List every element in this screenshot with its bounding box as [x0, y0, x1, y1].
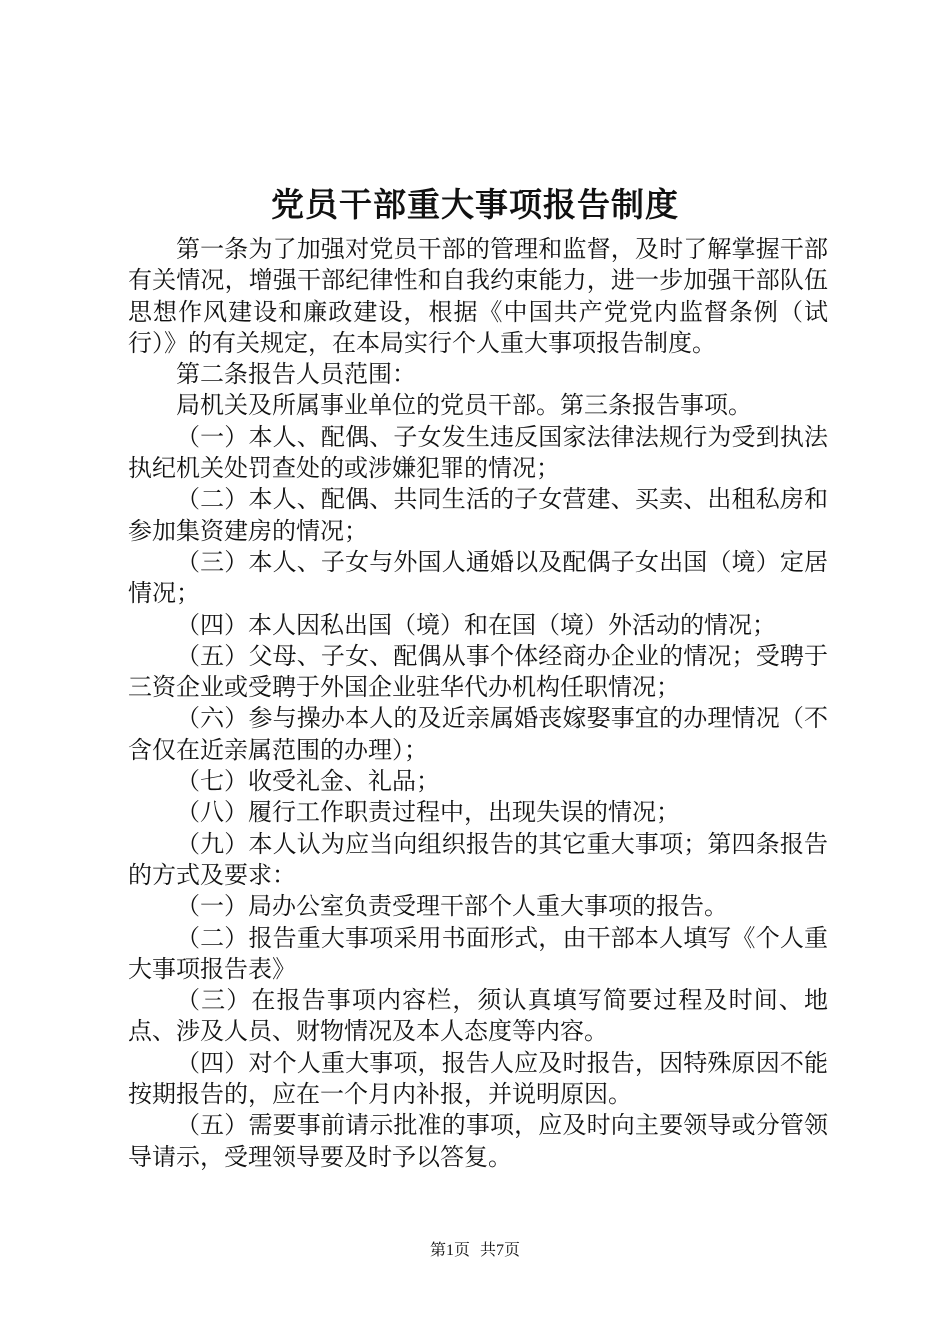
paragraph: 第一条为了加强对党员干部的管理和监督，及时了解掌握干部有关情况，增强干部纪律性和自我约束能力，进一步加强干部队伍思想作风建设和廉政建设，根据《中国共产党党内监督条例（试行）》的有关规定，在本局实行个人重大事项报告制度。 — [128, 235, 828, 357]
paragraph: （四）对个人重大事项，报告人应及时报告，因特殊原因不能按期报告的，应在一个月内补报，并说明原因。 — [128, 1048, 828, 1109]
paragraph: （一）本人、配偶、子女发生违反国家法律法规行为受到执法执纪机关处罚查处的或涉嫌犯罪的情况； — [128, 422, 828, 483]
page-total: 共7页 — [480, 1242, 521, 1259]
paragraph: （一）局办公室负责受理干部个人重大事项的报告。 — [176, 892, 728, 921]
page-footer — [0, 1240, 950, 1262]
paragraph: （四）本人因私出国（境）和在国（境）外活动的情况； — [176, 610, 776, 639]
paragraph: （二）报告重大事项采用书面形式，由干部本人填写《个人重大事项报告表》 — [128, 923, 828, 983]
document-body — [128, 234, 828, 1173]
paragraph: （七）收受礼金、礼品； — [176, 767, 440, 796]
paragraph: （六）参与操办本人的及近亲属婚丧嫁娶事宜的办理情况（不含仅在近亲属范围的办理）； — [128, 704, 828, 764]
paragraph: （九）本人认为应当向组织报告的其它重大事项；第四条报告的方式及要求： — [128, 829, 828, 889]
paragraph: （八）履行工作职责过程中，出现失误的情况； — [176, 798, 680, 827]
paragraph: （五）需要事前请示批准的事项，应及时向主要领导或分管领导请示，受理领导要及时予以答复。 — [128, 1111, 828, 1171]
page-number: 第1页 — [429, 1242, 470, 1259]
document-title: 党员干部重大事项报告制度 — [271, 185, 679, 224]
paragraph: （五）父母、子女、配偶从事个体经商办企业的情况；受聘于三资企业或受聘于外国企业驻华代办机构任职情况； — [128, 641, 828, 702]
paragraph: 第二条报告人员范围： — [176, 360, 416, 389]
paragraph: 局机关及所属事业单位的党员干部。第三条报告事项。 — [176, 391, 752, 420]
paragraph: （三）本人、子女与外国人通婚以及配偶子女出国（境）定居情况； — [128, 547, 828, 608]
paragraph: （二）本人、配偶、共同生活的子女营建、买卖、出租私房和参加集资建房的情况； — [128, 485, 828, 545]
paragraph: （三）在报告事项内容栏，须认真填写简要过程及时间、地点、涉及人员、财物情况及本人态度等内容。 — [128, 986, 828, 1046]
